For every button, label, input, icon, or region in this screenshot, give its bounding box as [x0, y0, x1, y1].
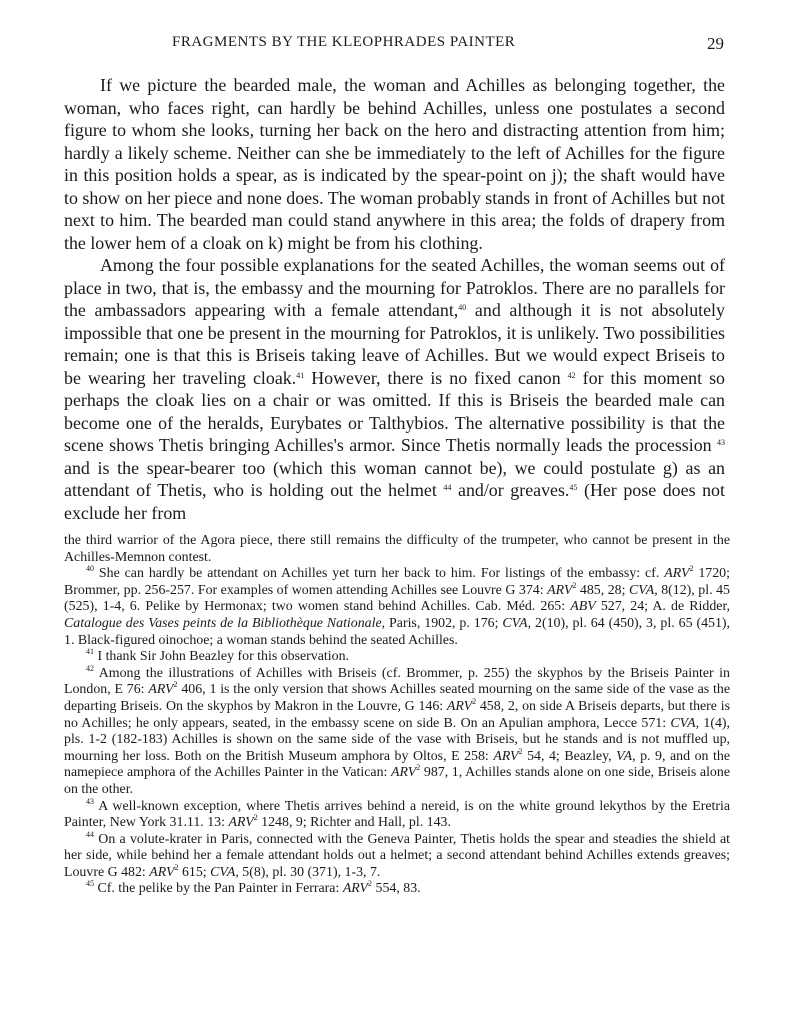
footnote	[64, 649, 730, 666]
superscript: 42	[567, 370, 576, 380]
text-run: 485, 28;	[576, 582, 629, 598]
superscript: 45	[86, 879, 94, 889]
superscript: 40	[86, 564, 94, 574]
superscript: 44	[86, 829, 94, 839]
text-run: and although it is not absolutely impossible that one be present in the mourning for Patroklos, it is unlikely. Two possibilities remain; one is that this is Briseis taking leave of Achilles. But we would expect Briseis to be wearing her traveling cloak.	[64, 300, 725, 388]
text-run: CVA,	[210, 864, 239, 880]
superscript: 41	[86, 647, 94, 657]
footnotes	[64, 533, 730, 898]
superscript: 2	[518, 746, 523, 756]
footnote	[64, 829, 730, 882]
text-run: 987, 1, Achilles stands alone on one side, Briseis alone on the other.	[64, 765, 730, 797]
text-run: Paris, 1902, p. 176;	[385, 615, 503, 631]
text-run: ARV	[446, 698, 473, 714]
superscript: 2	[689, 564, 694, 574]
running-header	[64, 34, 724, 58]
text-run: Among the illustrations of Achilles with Briseis (cf. Brommer, p. 255) the skyphos by the Briseis Painter in London, E 76:	[64, 665, 730, 698]
text-run: (Her pose does not exclude her from	[64, 480, 725, 523]
text-run: 1720; Brommer, pp. 256-257. For examples of women attending Achilles see Louvre G 374:	[64, 566, 730, 598]
text-run: She can hardly be attendant on Achilles yet turn her back to him. For listings of the embassy: cf.	[94, 566, 665, 582]
superscript: 2	[416, 763, 421, 773]
paragraph	[64, 254, 725, 524]
text-run: 2(10), pl. 64 (450), 3, pl. 65 (451), 1. Black-figured oinochoe; a woman stands behind the seated Achilles.	[64, 615, 731, 648]
footnote	[64, 533, 730, 566]
superscript: 2	[173, 680, 178, 690]
text-run: CVA,	[670, 715, 700, 731]
text-run: ARV	[391, 765, 417, 781]
text-run: p. 9, and on the namepiece amphora of the Achilles Painter in the Vatican:	[64, 748, 730, 781]
superscript: 41	[296, 370, 305, 380]
footnote	[64, 566, 730, 649]
superscript: 40	[458, 303, 467, 312]
footnote	[64, 663, 730, 799]
text-run: If we picture the bearded male, the woman and Achilles as belonging together, the woman, who faces right, can hardly be behind Achilles, unless one postulates a second figure to whom she looks, turning her back on the hero and distracting attention from him; hardly a likely scheme. Neither can she be immediately to the left of Achilles for the figure in this position holds a spear, as is indicated by the spear-point on j); the shaft would have to show on her piece and none does. The woman probably stands in front of Achilles but not next to him. The bearded man could stand anywhere in this area; the folds of drapery from the lower hem of a cloak on k) might be from his clothing.	[64, 75, 725, 253]
running-title: FRAGMENTS BY THE KLEOPHRADES PAINTER	[172, 34, 516, 50]
text-run: ARV	[342, 881, 369, 897]
text-run: 406, 1 is the only version that shows Achilles seated mourning on the same side of the vase as the departing Briseis. On the skyphos by Makron in the Louvre, G 146:	[64, 682, 730, 714]
superscript: 2	[572, 580, 577, 590]
text-run: 1248, 9; Richter and Hall, pl. 143.	[257, 815, 451, 831]
text-run: the third warrior of the Agora piece, there still remains the difficulty of the trumpeter, who cannot be present in the Achilles-Memnon contest.	[64, 533, 730, 565]
text-run: 5(8), pl. 30 (371), 1-3, 7.	[238, 864, 381, 880]
text-run: ARV	[148, 682, 174, 698]
page-number: 29	[707, 34, 724, 53]
text-run: I thank Sir John Beazley for this observation.	[94, 649, 349, 665]
text-run: Catalogue des Vases peints de la Bibliothèque Nationale,	[64, 615, 386, 631]
paragraph	[64, 74, 725, 254]
superscript: 2	[472, 696, 477, 706]
text-run: VA,	[616, 748, 636, 764]
text-run: A well-known exception, where Thetis arrives behind a nereid, is on the white ground lekythos by the Eretria Painter, New York 31.11. 13:	[64, 798, 730, 831]
text-run: CVA,	[502, 615, 532, 631]
text-run: ARV	[547, 582, 573, 598]
text-run: ARV	[664, 566, 690, 582]
superscript: 43	[86, 796, 94, 806]
text-run: and is the spear-bearer too (which this woman cannot be), we could postulate g) as an attendant of Thetis, who is holding out the helmet	[64, 457, 725, 500]
superscript: 45	[569, 483, 578, 492]
superscript: 2	[253, 813, 258, 823]
superscript: 42	[86, 663, 94, 673]
text-run: 1(4), pls. 1-2 (182-183) Achilles is shown on the same side of the vase with Briseis, but he stands and is not muffled up, mourning her loss. Both on the British Museum amphora by Oltos, E 258:	[64, 715, 730, 764]
text-run: 527, 24; A. de Ridder,	[595, 599, 730, 615]
text-run: 554, 83.	[372, 881, 421, 897]
text-run: ARV	[149, 864, 175, 880]
text-run: Cf. the pelike by the Pan Painter in Ferrara:	[94, 881, 343, 897]
text-run: On a volute-krater in Paris, connected with the Geneva Painter, Thetis holds the spear and steadies the shield at her side, while behind her a female attendant holds out a helmet; a second attendant behind Achilles extends greaves; Louvre G 482:	[64, 831, 730, 880]
text-run: Among the four possible explanations for the seated Achilles, the woman seems out of place in two, that is, the embassy and the mourning for Patroklos. There are no parallels for the ambassadors appearing with a female attendant,	[64, 255, 725, 320]
text-run: ARV	[493, 748, 519, 764]
superscript: 44	[443, 483, 452, 492]
text-run: for this moment so perhaps the cloak lies on a chair or was omitted. If this is Briseis the bearded male can become one of the heralds, Eurybates or Talthybios. The alternative possibility is that the scene shows Thetis bringing Achilles's armor. Since Thetis normally leads the procession	[64, 367, 725, 455]
text-run: ABV	[570, 599, 596, 615]
superscript: 2	[368, 879, 373, 889]
superscript: 43	[717, 438, 725, 447]
main-text	[64, 74, 725, 524]
footnote	[64, 796, 730, 832]
superscript: 2	[174, 862, 179, 872]
footnote	[64, 881, 730, 898]
text-run: 458, 2, on side A Briseis departs, but there is no Achilles; he only appears, seated, in the embassy scene on side B. On an Apulian amphora, Lecce 571:	[64, 698, 730, 731]
text-run: CVA,	[629, 582, 658, 598]
text-run: 54, 4; Beazley,	[522, 748, 617, 764]
text-run: ARV	[228, 815, 254, 831]
text-run: 615;	[178, 864, 211, 880]
text-run: and/or greaves.	[451, 480, 570, 500]
text-run: However, there is no fixed canon	[304, 367, 568, 388]
text-run: 8(12), pl. 45 (525), 1-4, 6. Pelike by Hermonax; two women stand behind Achilles. Cab. Méd. 265:	[64, 582, 730, 615]
